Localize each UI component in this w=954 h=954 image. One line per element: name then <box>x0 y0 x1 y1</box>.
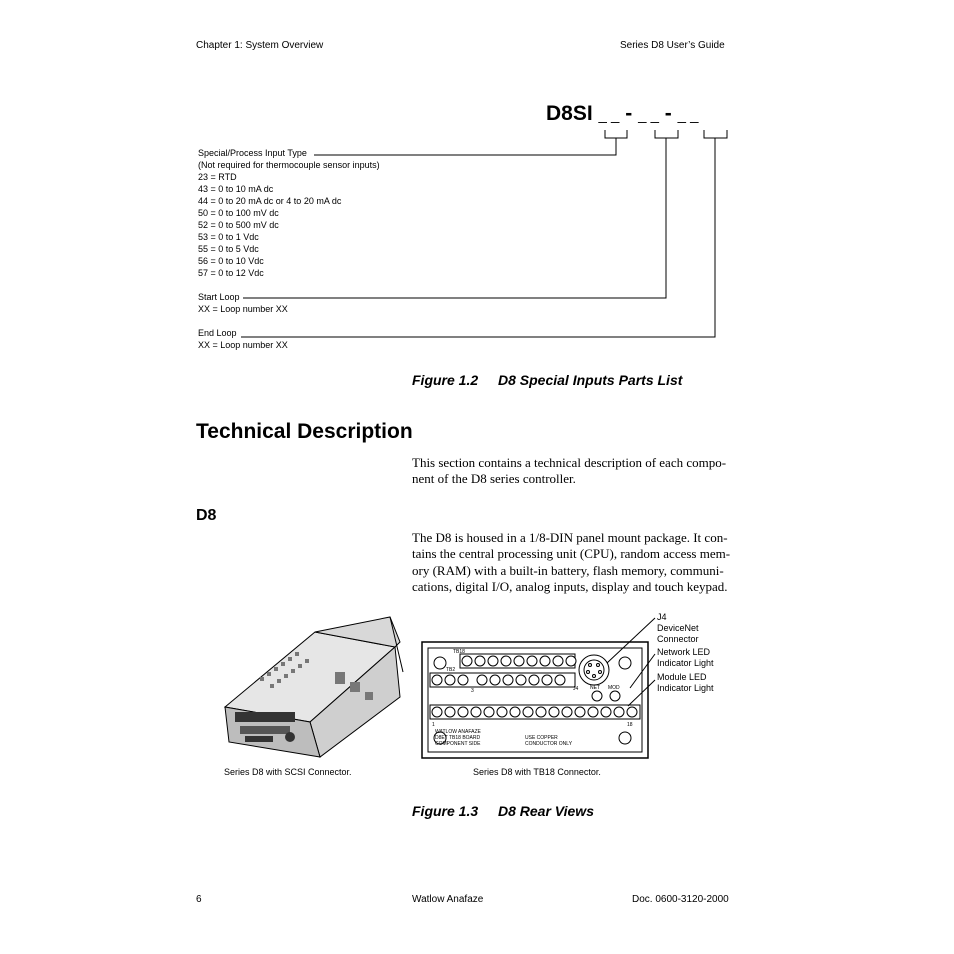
footer-company: Watlow Anafaze <box>412 894 484 905</box>
board-text: D8ET TB18 BOARD <box>435 735 481 741</box>
callout-line: Connector <box>657 634 699 644</box>
part-number-dash-1: - <box>625 102 633 125</box>
board-text: COMPONENT SIDE <box>435 741 481 747</box>
input-type-option: 53 = 0 to 1 Vdc <box>198 232 259 242</box>
callout-line: Network LED <box>657 647 711 657</box>
page-number: 6 <box>196 894 202 905</box>
callout-line: Indicator Light <box>657 683 714 693</box>
footer-doc-number: Doc. 0600-3120-2000 <box>632 894 729 905</box>
part-number-leader-lines <box>0 0 954 420</box>
end-loop-title: End Loop <box>198 328 237 338</box>
subsection-title: D8 <box>196 507 217 524</box>
figure-title: D8 Special Inputs Parts List <box>498 372 683 388</box>
callout-network-led <box>657 647 714 669</box>
callout-line: J4 <box>657 612 667 622</box>
board-label-pin-18: 18 <box>627 722 633 728</box>
part-number-blank-2: _ _ <box>638 107 659 124</box>
running-header-chapter: Chapter 1: System Overview <box>196 40 324 51</box>
input-type-option: 43 = 0 to 10 mA dc <box>198 184 274 194</box>
input-type-option: 44 = 0 to 20 mA dc or 4 to 20 mA dc <box>198 196 342 206</box>
input-type-option: 52 = 0 to 500 mV dc <box>198 220 279 230</box>
section-intro: This section contains a technical description of each compo- nent of the D8 series controller. <box>412 455 727 487</box>
running-header-title: Series D8 User’s Guide <box>620 40 725 51</box>
board-label-tb18: TB18 <box>453 649 465 655</box>
board-text: WATLOW ANAFAZE <box>435 729 481 735</box>
part-number-blank-3: _ _ <box>677 107 699 124</box>
figure-1-3-caption <box>412 803 594 819</box>
board-label-pin-1: 1 <box>432 722 435 728</box>
input-type-option: 57 = 0 to 12 Vdc <box>198 268 264 278</box>
callout-j4 <box>657 612 699 645</box>
callout-line: Module LED <box>657 672 707 682</box>
figure-number: Figure 1.2 <box>412 372 479 388</box>
figure-number: Figure 1.3 <box>412 803 479 819</box>
board-label-pin-3: 3 <box>471 688 474 694</box>
section-title: Technical Description <box>196 420 413 443</box>
part-number-prefix: D8SI <box>546 102 593 125</box>
end-loop-desc: XX = Loop number XX <box>198 340 288 350</box>
part-number-blank-1: _ _ <box>598 107 620 124</box>
input-type-title: Special/Process Input Type <box>198 148 307 158</box>
subsection-body: The D8 is housed in a 1/8-DIN panel mount package. It con- tains the central processing unit (CPU), random access mem- ory (RAM) with a built-in battery, flash memory, communi- cations, digital I/O, analog inputs, display and touch keypad. <box>412 530 731 594</box>
d8-scsi-photo <box>215 612 405 762</box>
board-text: CONDUCTOR ONLY <box>525 741 573 747</box>
callout-module-led <box>657 672 714 694</box>
photo-caption-scsi: Series D8 with SCSI Connector. <box>224 767 352 777</box>
photo-caption-tb18: Series D8 with TB18 Connector. <box>473 767 601 777</box>
callout-line: Indicator Light <box>657 658 714 668</box>
input-type-option: 56 = 0 to 10 Vdc <box>198 256 264 266</box>
callout-line: DeviceNet <box>657 623 699 633</box>
input-type-list <box>198 147 380 279</box>
input-type-option: 23 = RTD <box>198 172 237 182</box>
board-text: USE COPPER <box>525 735 558 741</box>
start-loop-desc: XX = Loop number XX <box>198 304 288 314</box>
end-loop-entry <box>198 327 288 351</box>
board-label-net: NET <box>590 685 600 691</box>
board-label-j4: J4 <box>573 686 579 692</box>
input-type-note: (Not required for thermocouple sensor inputs) <box>198 160 380 170</box>
figure-1-2-caption <box>412 372 682 388</box>
part-number-dash-2: - <box>664 102 672 125</box>
start-loop-entry <box>198 291 288 315</box>
start-loop-title: Start Loop <box>198 292 240 302</box>
figure-title: D8 Rear Views <box>498 803 594 819</box>
board-label-tb2: TB2 <box>446 667 456 673</box>
rear-view-callout-lines <box>570 610 660 710</box>
input-type-option: 55 = 0 to 5 Vdc <box>198 244 259 254</box>
input-type-option: 50 = 0 to 100 mV dc <box>198 208 279 218</box>
board-label-mod: MOD <box>608 685 620 691</box>
